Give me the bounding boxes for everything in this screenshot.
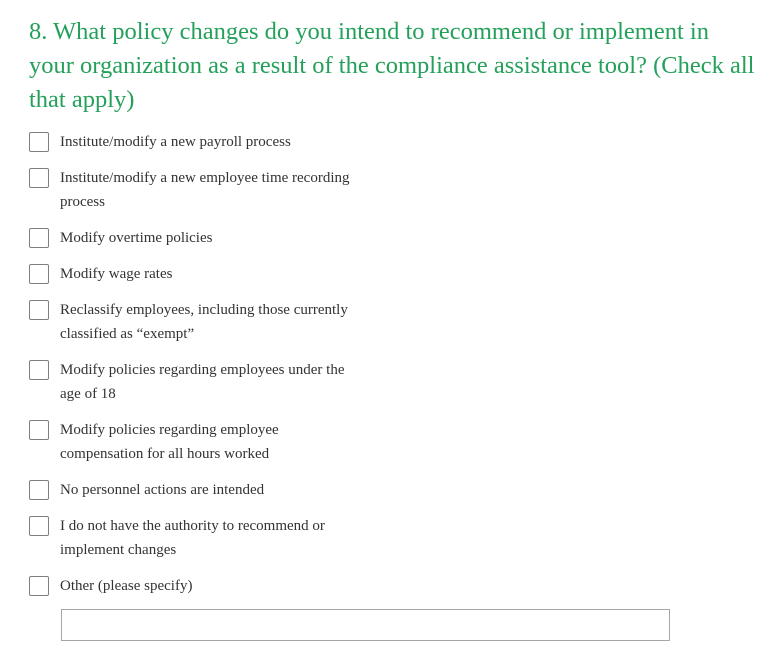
- checkbox[interactable]: [29, 168, 49, 188]
- option-label: Modify policies regarding employees under the age of 18: [60, 362, 345, 402]
- option-label: I do not have the authority to recommend or implement changes: [60, 518, 325, 558]
- option-no-authority[interactable]: [29, 514, 449, 562]
- checkbox-options-list: [29, 130, 449, 610]
- question-title: 8. What policy changes do you intend to recommend or implement in your organization as a result of the compliance assistance tool? (Check all that apply): [29, 18, 755, 113]
- checkbox[interactable]: [29, 516, 49, 536]
- option-label: Other (please specify): [60, 578, 193, 594]
- checkbox[interactable]: [29, 132, 49, 152]
- option-other[interactable]: [29, 574, 449, 598]
- option-label: Modify overtime policies: [60, 230, 213, 246]
- option-compensation-all-hours[interactable]: [29, 418, 449, 466]
- option-overtime-policies[interactable]: [29, 226, 449, 250]
- option-label: Modify policies regarding employee compensation for all hours worked: [60, 422, 279, 462]
- option-wage-rates[interactable]: [29, 262, 449, 286]
- option-employees-under-18[interactable]: [29, 358, 449, 406]
- option-no-personnel-actions[interactable]: [29, 478, 449, 502]
- option-label: Reclassify employees, including those currently classified as “exempt”: [60, 302, 348, 342]
- checkbox[interactable]: [29, 420, 49, 440]
- option-label: Institute/modify a new employee time recording process: [60, 170, 350, 210]
- checkbox[interactable]: [29, 300, 49, 320]
- option-payroll-process[interactable]: [29, 130, 449, 154]
- option-reclassify-employees[interactable]: [29, 298, 449, 346]
- checkbox[interactable]: [29, 264, 49, 284]
- checkbox[interactable]: [29, 576, 49, 596]
- option-time-recording-process[interactable]: [29, 166, 449, 214]
- checkbox[interactable]: [29, 480, 49, 500]
- checkbox[interactable]: [29, 360, 49, 380]
- option-label: Modify wage rates: [60, 266, 173, 282]
- checkbox[interactable]: [29, 228, 49, 248]
- option-label: No personnel actions are intended: [60, 482, 265, 498]
- option-label: Institute/modify a new payroll process: [60, 134, 291, 150]
- other-specify-input[interactable]: [61, 609, 670, 641]
